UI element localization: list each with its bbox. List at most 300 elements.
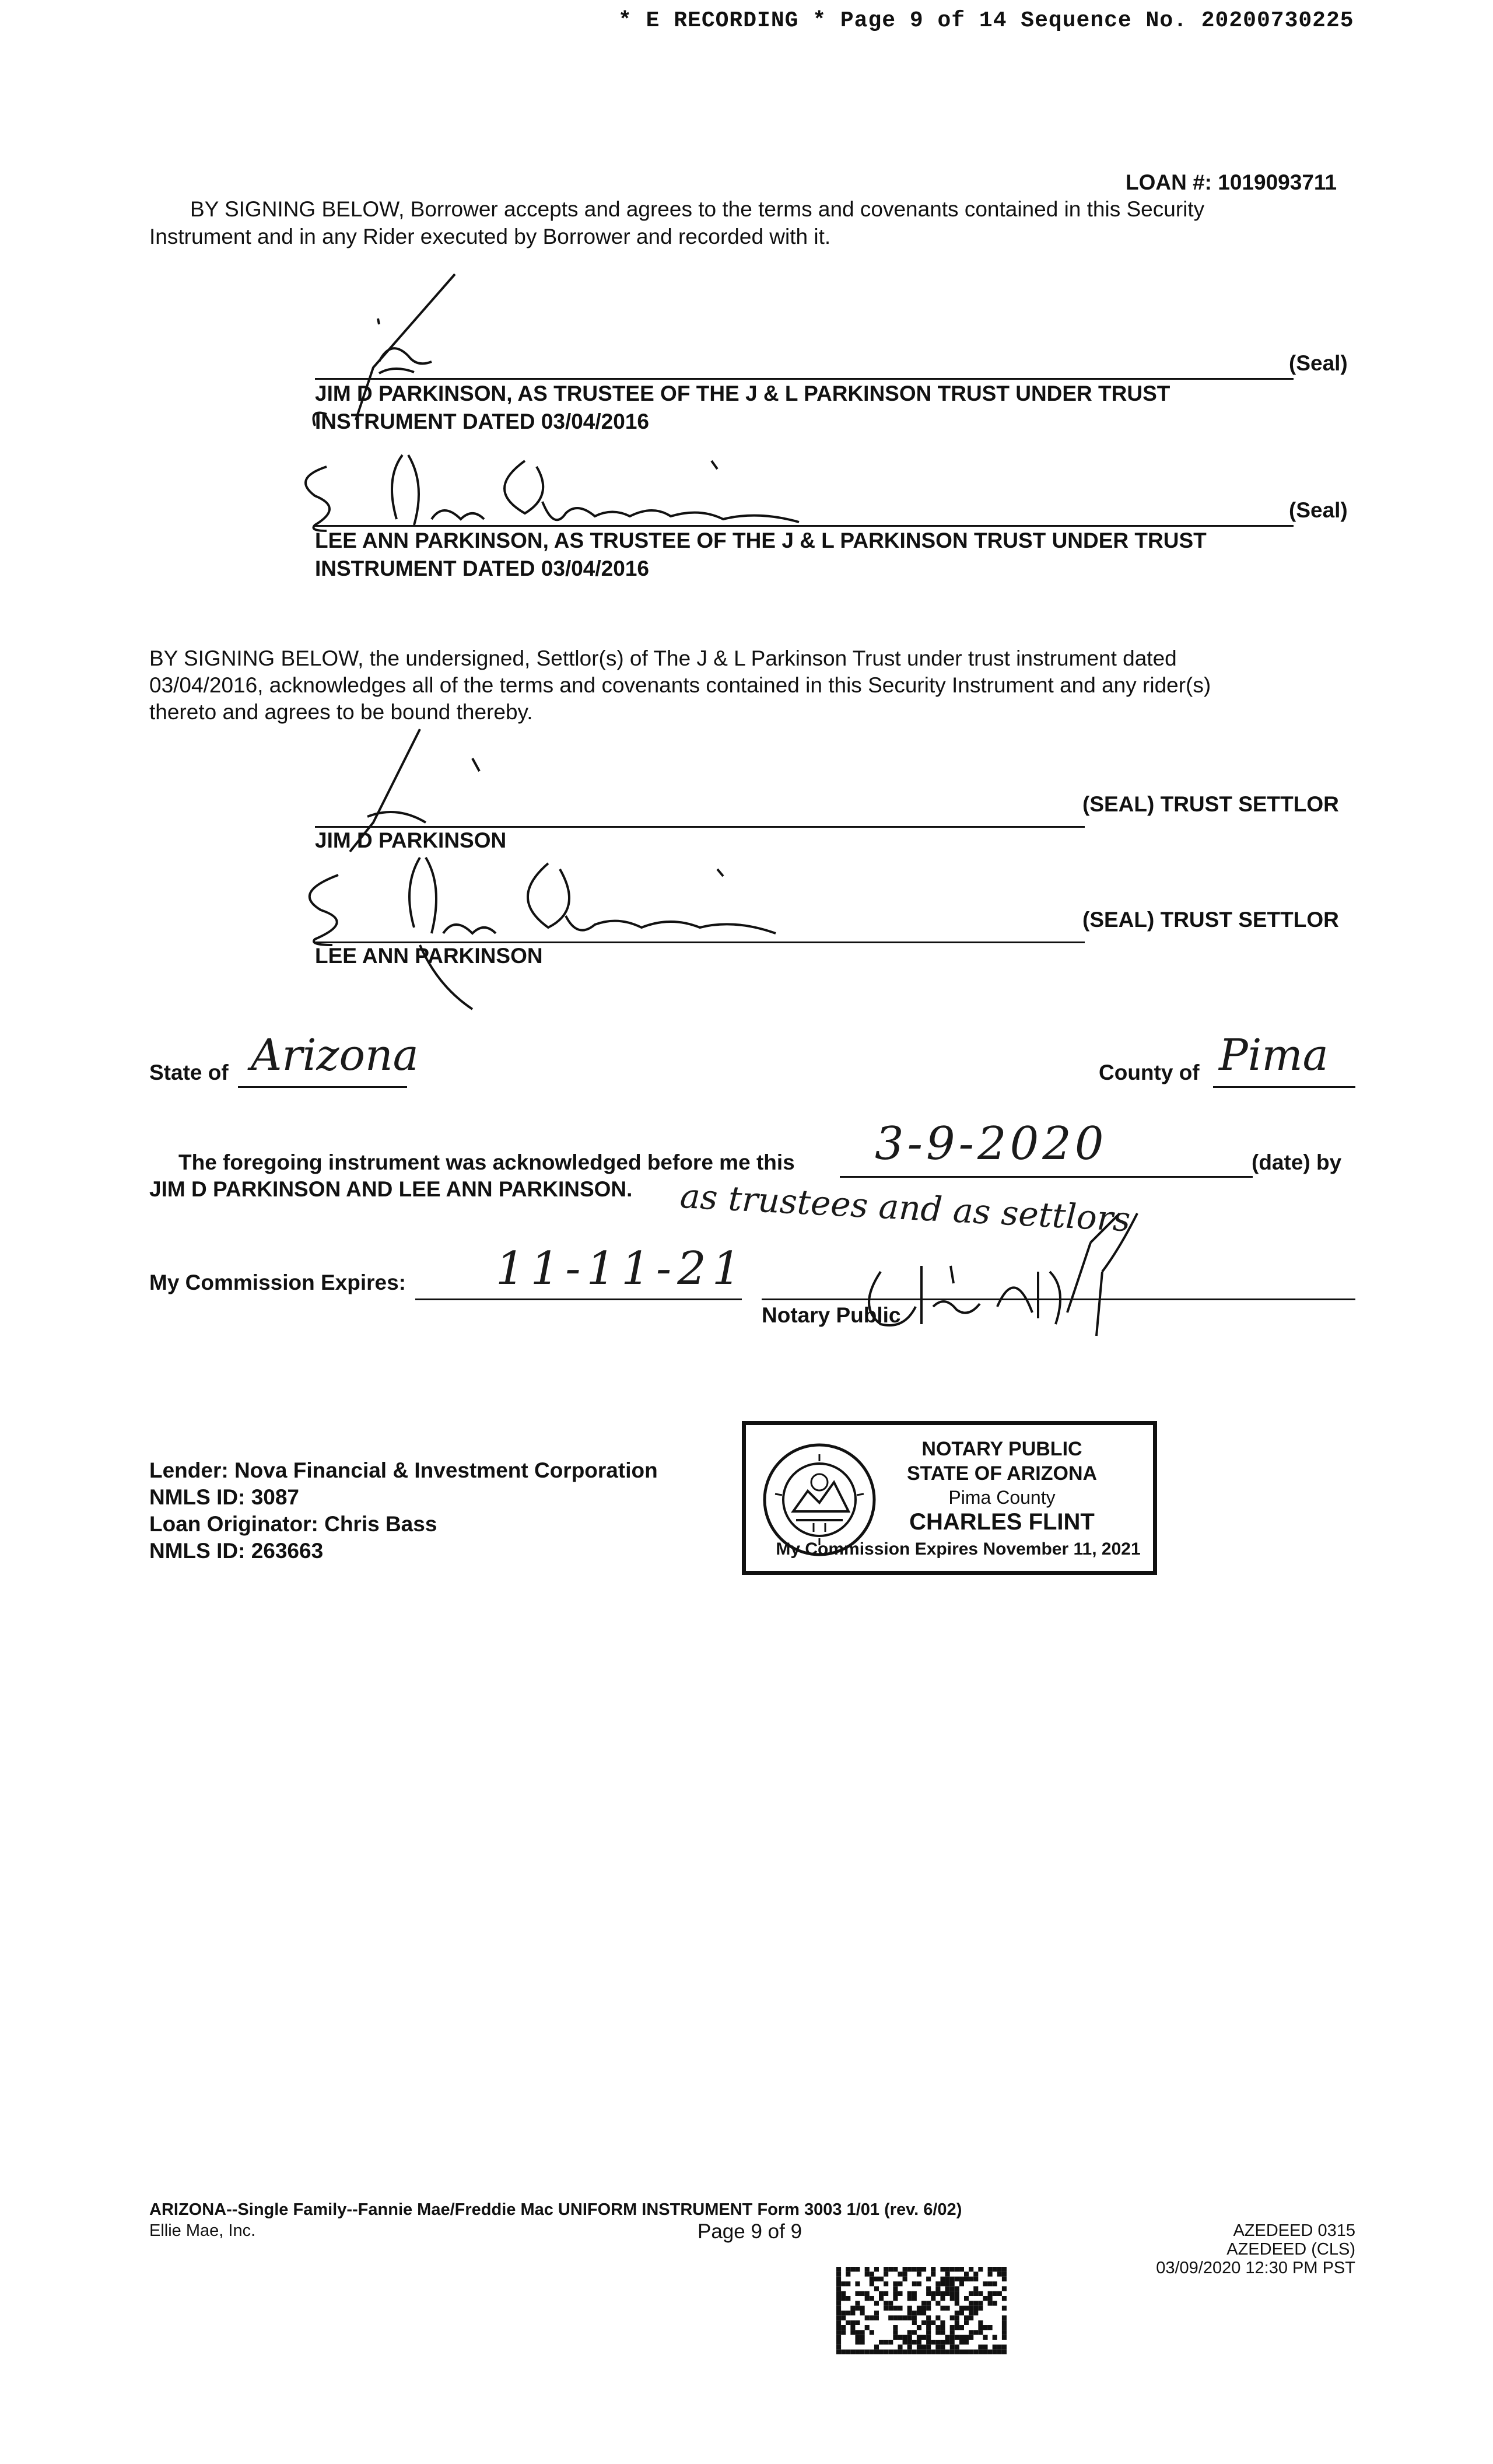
barcode-module bbox=[903, 2350, 907, 2354]
barcode-module bbox=[931, 2267, 935, 2272]
barcode-module bbox=[973, 2291, 978, 2296]
barcode-module bbox=[841, 2291, 846, 2296]
barcode-module bbox=[836, 2340, 841, 2344]
barcode-module bbox=[1002, 2267, 1007, 2272]
barcode-module bbox=[993, 2267, 997, 2272]
barcode-module bbox=[855, 2340, 860, 2344]
barcode-module bbox=[888, 2301, 893, 2305]
barcode-module bbox=[874, 2311, 879, 2315]
borrower-sig-line-2 bbox=[315, 525, 1294, 527]
barcode-module bbox=[931, 2350, 935, 2354]
barcode-module bbox=[860, 2340, 865, 2344]
state-value: Arizona bbox=[251, 1030, 419, 1080]
footer-company: Ellie Mae, Inc. bbox=[149, 2221, 256, 2240]
barcode-module bbox=[912, 2291, 917, 2296]
barcode-module bbox=[935, 2286, 940, 2291]
barcode-module bbox=[964, 2350, 969, 2354]
settlor-ack-line3: thereto and agrees to be bound thereby. bbox=[149, 700, 533, 724]
barcode-module bbox=[931, 2296, 935, 2301]
barcode-module bbox=[860, 2330, 865, 2334]
barcode-module bbox=[940, 2344, 945, 2349]
barcode-module bbox=[841, 2325, 846, 2330]
barcode-module bbox=[917, 2340, 921, 2344]
barcode-module bbox=[907, 2315, 912, 2320]
barcode-module bbox=[846, 2281, 850, 2286]
barcode-module bbox=[893, 2291, 898, 2296]
barcode-module bbox=[860, 2311, 865, 2315]
barcode-module bbox=[935, 2315, 940, 2320]
barcode-module bbox=[893, 2281, 898, 2286]
barcode-module bbox=[884, 2350, 888, 2354]
barcode-module bbox=[836, 2291, 841, 2296]
barcode-module bbox=[955, 2291, 959, 2296]
barcode-module bbox=[893, 2350, 898, 2354]
barcode-module bbox=[940, 2267, 945, 2272]
barcode-module bbox=[978, 2306, 983, 2311]
barcode-module bbox=[973, 2277, 978, 2281]
barcode-module bbox=[950, 2267, 955, 2272]
barcode-module bbox=[935, 2350, 940, 2354]
settlor-label-2: (SEAL) TRUST SETTLOR bbox=[1082, 908, 1339, 932]
barcode-module bbox=[870, 2296, 874, 2301]
barcode-module bbox=[865, 2315, 870, 2320]
barcode-module bbox=[983, 2335, 987, 2340]
barcode-module bbox=[912, 2281, 917, 2286]
originator-nmls: NMLS ID: 263663 bbox=[149, 1539, 324, 1563]
barcode-module bbox=[893, 2330, 898, 2334]
footer-timestamp: 03/09/2020 12:30 PM PST bbox=[1156, 2259, 1355, 2277]
barcode-module bbox=[846, 2296, 850, 2301]
barcode-module bbox=[978, 2330, 983, 2334]
notary-seal-stamp bbox=[742, 1421, 1157, 1575]
county-label: County of bbox=[1099, 1060, 1200, 1084]
barcode-module bbox=[945, 2291, 950, 2296]
notary-public-label: Notary Public bbox=[762, 1303, 901, 1327]
barcode-module bbox=[836, 2350, 841, 2354]
footer-code-2: AZEDEED (CLS) bbox=[1226, 2240, 1355, 2259]
barcode-module bbox=[988, 2267, 993, 2272]
barcode-module bbox=[988, 2291, 993, 2296]
barcode-module bbox=[993, 2301, 997, 2305]
barcode-module bbox=[945, 2306, 950, 2311]
barcode-module bbox=[907, 2296, 912, 2301]
barcode-module bbox=[1002, 2286, 1007, 2291]
barcode-module bbox=[846, 2320, 850, 2325]
barcode-module bbox=[945, 2277, 950, 2281]
barcode-module bbox=[1002, 2272, 1007, 2276]
barcode-module bbox=[950, 2277, 955, 2281]
barcode-module bbox=[955, 2335, 959, 2340]
barcode-module bbox=[874, 2344, 879, 2349]
barcode-module bbox=[893, 2325, 898, 2330]
barcode-module bbox=[955, 2301, 959, 2305]
barcode-module bbox=[874, 2286, 879, 2291]
barcode-module bbox=[879, 2340, 884, 2344]
barcode-module bbox=[964, 2335, 969, 2340]
barcode-module bbox=[940, 2281, 945, 2286]
barcode-module bbox=[969, 2335, 973, 2340]
barcode-module bbox=[973, 2350, 978, 2354]
barcode-module bbox=[978, 2320, 983, 2325]
barcode-module bbox=[1002, 2277, 1007, 2281]
barcode-module bbox=[950, 2315, 955, 2320]
borrower-seal-2: (Seal) bbox=[1289, 498, 1348, 522]
barcode-module bbox=[993, 2291, 997, 2296]
barcode-module bbox=[884, 2281, 888, 2286]
barcode-module bbox=[969, 2267, 973, 2272]
borrower-name-1-line1: JIM D PARKINSON, AS TRUSTEE OF THE J & L PARKINSON TRUST UNDER TRUST bbox=[315, 382, 1170, 405]
barcode-module bbox=[874, 2315, 879, 2320]
barcode-module bbox=[988, 2296, 993, 2301]
barcode-module bbox=[940, 2340, 945, 2344]
state-label: State of bbox=[149, 1060, 229, 1084]
barcode-module bbox=[912, 2311, 917, 2315]
barcode-module bbox=[903, 2315, 907, 2320]
barcode-module bbox=[935, 2281, 940, 2286]
barcode-module bbox=[969, 2330, 973, 2334]
barcode-module bbox=[836, 2335, 841, 2340]
barcode-module bbox=[973, 2272, 978, 2276]
barcode-module bbox=[1002, 2315, 1007, 2320]
barcode-module bbox=[893, 2335, 898, 2340]
barcode-module bbox=[898, 2344, 902, 2349]
barcode-module bbox=[959, 2306, 964, 2311]
barcode-module bbox=[870, 2277, 874, 2281]
barcode-module bbox=[850, 2320, 855, 2325]
barcode-module bbox=[955, 2296, 959, 2301]
barcode-module bbox=[884, 2301, 888, 2305]
seal-line-5: My Commission Expires November 11, 2021 bbox=[776, 1539, 1141, 1559]
barcode-module bbox=[893, 2267, 898, 2272]
barcode-module bbox=[898, 2272, 902, 2276]
barcode-module bbox=[997, 2350, 1002, 2354]
barcode-module bbox=[935, 2344, 940, 2349]
barcode-module bbox=[955, 2344, 959, 2349]
barcode-module bbox=[950, 2325, 955, 2330]
barcode-module bbox=[988, 2350, 993, 2354]
barcode-module bbox=[978, 2301, 983, 2305]
barcode-icon bbox=[836, 2267, 1007, 2354]
seal-line-3: Pima County bbox=[948, 1487, 1056, 1508]
barcode-module bbox=[921, 2306, 926, 2311]
barcode-module bbox=[893, 2315, 898, 2320]
barcode-module bbox=[926, 2277, 931, 2281]
barcode-module bbox=[945, 2335, 950, 2340]
barcode-module bbox=[983, 2344, 987, 2349]
barcode-module bbox=[841, 2296, 846, 2301]
barcode-module bbox=[912, 2320, 917, 2325]
barcode-module bbox=[955, 2286, 959, 2291]
barcode-module bbox=[879, 2277, 884, 2281]
barcode-module bbox=[959, 2350, 964, 2354]
barcode-module bbox=[865, 2291, 870, 2296]
barcode-module bbox=[978, 2267, 983, 2272]
barcode-module bbox=[907, 2291, 912, 2296]
barcode-module bbox=[969, 2277, 973, 2281]
barcode-module bbox=[973, 2306, 978, 2311]
barcode-module bbox=[940, 2306, 945, 2311]
barcode-module bbox=[917, 2350, 921, 2354]
barcode-module bbox=[950, 2286, 955, 2291]
ack-date-line bbox=[840, 1176, 1253, 1178]
barcode-module bbox=[836, 2311, 841, 2315]
barcode-module bbox=[921, 2301, 926, 2305]
barcode-module bbox=[940, 2296, 945, 2301]
barcode-module bbox=[907, 2330, 912, 2334]
barcode-module bbox=[921, 2320, 926, 2325]
barcode-module bbox=[997, 2291, 1002, 2296]
barcode-module bbox=[988, 2281, 993, 2286]
seal-line-2: STATE OF ARIZONA bbox=[906, 1462, 1098, 1485]
barcode-module bbox=[959, 2267, 964, 2272]
barcode-module bbox=[874, 2277, 879, 2281]
barcode-module bbox=[926, 2335, 931, 2340]
barcode-module bbox=[1002, 2330, 1007, 2334]
barcode-module bbox=[959, 2325, 964, 2330]
notary-sig-line bbox=[762, 1298, 1355, 1300]
settlor-name-1: JIM D PARKINSON bbox=[315, 828, 507, 852]
barcode-module bbox=[903, 2335, 907, 2340]
barcode-module bbox=[865, 2296, 870, 2301]
barcode-module bbox=[988, 2325, 993, 2330]
barcode-module bbox=[903, 2340, 907, 2344]
barcode-module bbox=[912, 2350, 917, 2354]
borrower-ack-line2: Instrument and in any Rider executed by Borrower and recorded with it. bbox=[149, 225, 831, 249]
barcode-module bbox=[964, 2340, 969, 2344]
barcode-module bbox=[898, 2306, 902, 2311]
barcode-module bbox=[921, 2335, 926, 2340]
barcode-module bbox=[964, 2315, 969, 2320]
notary-ack-text: The foregoing instrument was acknowledged before me this bbox=[178, 1150, 795, 1174]
barcode-module bbox=[912, 2340, 917, 2344]
barcode-module bbox=[898, 2335, 902, 2340]
settlor-ack-line1: BY SIGNING BELOW, the undersigned, Settlor(s) of The J & L Parkinson Trust under trust instrument dated bbox=[149, 646, 1177, 670]
barcode-module bbox=[935, 2325, 940, 2330]
barcode-module bbox=[870, 2315, 874, 2320]
barcode-module bbox=[836, 2281, 841, 2286]
barcode-module bbox=[836, 2267, 841, 2272]
barcode-module bbox=[855, 2301, 860, 2305]
barcode-module bbox=[926, 2315, 931, 2320]
barcode-module bbox=[846, 2272, 850, 2276]
barcode-module bbox=[969, 2306, 973, 2311]
barcode-module bbox=[907, 2344, 912, 2349]
barcode-module bbox=[1002, 2325, 1007, 2330]
barcode-module bbox=[931, 2340, 935, 2344]
loan-number bbox=[1126, 170, 1337, 195]
barcode-module bbox=[964, 2272, 969, 2276]
barcode-module bbox=[940, 2325, 945, 2330]
barcode-module bbox=[955, 2320, 959, 2325]
barcode-module bbox=[935, 2340, 940, 2344]
barcode-module bbox=[931, 2291, 935, 2296]
barcode-module bbox=[950, 2340, 955, 2344]
barcode-module bbox=[973, 2286, 978, 2291]
barcode-module bbox=[983, 2325, 987, 2330]
barcode-module bbox=[921, 2350, 926, 2354]
barcode-module bbox=[855, 2267, 860, 2272]
barcode-module bbox=[855, 2330, 860, 2334]
borrower-sig-line-1 bbox=[315, 378, 1294, 380]
barcode-module bbox=[969, 2350, 973, 2354]
barcode-module bbox=[870, 2350, 874, 2354]
barcode-module bbox=[870, 2272, 874, 2276]
barcode-module bbox=[950, 2344, 955, 2349]
barcode-module bbox=[893, 2286, 898, 2291]
barcode-module bbox=[955, 2277, 959, 2281]
barcode-module bbox=[841, 2330, 846, 2334]
county-line bbox=[1213, 1086, 1355, 1088]
barcode-module bbox=[969, 2315, 973, 2320]
barcode-module bbox=[997, 2267, 1002, 2272]
barcode-module bbox=[988, 2272, 993, 2276]
barcode-module bbox=[950, 2350, 955, 2354]
barcode-module bbox=[950, 2335, 955, 2340]
barcode-module bbox=[907, 2267, 912, 2272]
barcode-module bbox=[945, 2267, 950, 2272]
barcode-module bbox=[855, 2281, 860, 2286]
barcode-module bbox=[935, 2330, 940, 2334]
barcode-module bbox=[969, 2301, 973, 2305]
barcode-module bbox=[888, 2315, 893, 2320]
footer-page: Page 9 of 9 bbox=[698, 2220, 802, 2243]
borrower-name-2-line2: INSTRUMENT DATED 03/04/2016 bbox=[315, 556, 649, 580]
barcode-module bbox=[926, 2286, 931, 2291]
barcode-module bbox=[955, 2315, 959, 2320]
barcode-module bbox=[983, 2296, 987, 2301]
barcode-module bbox=[917, 2267, 921, 2272]
barcode-module bbox=[836, 2301, 841, 2305]
barcode-module bbox=[855, 2350, 860, 2354]
borrower-seal-1: (Seal) bbox=[1289, 351, 1348, 375]
barcode-module bbox=[893, 2296, 898, 2301]
barcode-module bbox=[926, 2301, 931, 2305]
settlor-name-2: LEE ANN PARKINSON bbox=[315, 944, 543, 968]
barcode-module bbox=[907, 2311, 912, 2315]
barcode-module bbox=[836, 2296, 841, 2301]
barcode-module bbox=[903, 2277, 907, 2281]
barcode-module bbox=[836, 2320, 841, 2325]
barcode-module bbox=[955, 2267, 959, 2272]
barcode-module bbox=[888, 2350, 893, 2354]
commission-line bbox=[415, 1298, 742, 1300]
barcode-module bbox=[964, 2306, 969, 2311]
barcode-module bbox=[841, 2350, 846, 2354]
barcode-module bbox=[903, 2272, 907, 2276]
loan-originator: Loan Originator: Chris Bass bbox=[149, 1512, 437, 1536]
recording-header: * E RECORDING * Page 9 of 14 Sequence No. 20200730225 bbox=[618, 8, 1354, 33]
barcode-module bbox=[841, 2315, 846, 2320]
barcode-module bbox=[907, 2306, 912, 2311]
barcode-module bbox=[836, 2315, 841, 2320]
barcode-module bbox=[874, 2301, 879, 2305]
barcode-module bbox=[850, 2306, 855, 2311]
borrower-ack-line1: BY SIGNING BELOW, Borrower accepts and agrees to the terms and covenants contained in this Security bbox=[190, 197, 1205, 221]
state-line bbox=[238, 1086, 407, 1088]
barcode-module bbox=[917, 2325, 921, 2330]
settlor-ack-line2: 03/04/2016, acknowledges all of the terms and covenants contained in this Security Instrument and any rider(s) bbox=[149, 673, 1211, 697]
barcode-module bbox=[855, 2335, 860, 2340]
barcode-module bbox=[917, 2344, 921, 2349]
barcode-module bbox=[836, 2277, 841, 2281]
barcode-module bbox=[993, 2281, 997, 2286]
barcode-module bbox=[978, 2325, 983, 2330]
lender-name: Lender: Nova Financial & Investment Corporation bbox=[149, 1458, 658, 1482]
loan-label: LOAN #: bbox=[1126, 170, 1212, 194]
barcode-module bbox=[917, 2335, 921, 2340]
barcode-module bbox=[978, 2291, 983, 2296]
barcode-module bbox=[940, 2291, 945, 2296]
barcode-module bbox=[879, 2350, 884, 2354]
barcode-module bbox=[926, 2344, 931, 2349]
barcode-module bbox=[969, 2291, 973, 2296]
barcode-module bbox=[931, 2272, 935, 2276]
barcode-module bbox=[898, 2281, 902, 2286]
barcode-module bbox=[950, 2296, 955, 2301]
barcode-module bbox=[841, 2281, 846, 2286]
barcode-module bbox=[964, 2277, 969, 2281]
barcode-module bbox=[921, 2344, 926, 2349]
barcode-module bbox=[959, 2281, 964, 2286]
barcode-module bbox=[855, 2306, 860, 2311]
barcode-module bbox=[959, 2277, 964, 2281]
commission-label: My Commission Expires: bbox=[149, 1270, 406, 1294]
barcode-module bbox=[926, 2330, 931, 2334]
barcode-module bbox=[940, 2330, 945, 2334]
barcode-module bbox=[836, 2325, 841, 2330]
barcode-module bbox=[940, 2350, 945, 2354]
barcode-module bbox=[836, 2286, 841, 2291]
barcode-module bbox=[850, 2350, 855, 2354]
barcode-module bbox=[950, 2330, 955, 2334]
notary-signature bbox=[846, 1190, 1207, 1365]
barcode-module bbox=[926, 2340, 931, 2344]
barcode-module bbox=[860, 2350, 865, 2354]
barcode-module bbox=[860, 2335, 865, 2340]
barcode-module bbox=[1002, 2306, 1007, 2311]
barcode-module bbox=[870, 2330, 874, 2334]
settlor-sig-line-1 bbox=[315, 826, 1085, 828]
settlor-sig-line-2 bbox=[315, 942, 1085, 943]
footer-form-line: ARIZONA--Single Family--Fannie Mae/Freddie Mac UNIFORM INSTRUMENT Form 3003 1/01 (rev. 6/02) bbox=[149, 2200, 962, 2219]
barcode-module bbox=[926, 2320, 931, 2325]
barcode-module bbox=[917, 2281, 921, 2286]
barcode-module bbox=[940, 2277, 945, 2281]
barcode-module bbox=[945, 2281, 950, 2286]
ack-date-value: 3-9-2020 bbox=[875, 1118, 1108, 1170]
barcode-module bbox=[846, 2350, 850, 2354]
barcode-module bbox=[926, 2306, 931, 2311]
barcode-module bbox=[917, 2272, 921, 2276]
barcode-module bbox=[879, 2296, 884, 2301]
borrower-name-2-line1: LEE ANN PARKINSON, AS TRUSTEE OF THE J & L PARKINSON TRUST UNDER TRUST bbox=[315, 528, 1207, 552]
barcode-module bbox=[884, 2291, 888, 2296]
barcode-module bbox=[983, 2350, 987, 2354]
barcode-module bbox=[926, 2350, 931, 2354]
barcode-module bbox=[855, 2291, 860, 2296]
barcode-module bbox=[850, 2267, 855, 2272]
barcode-module bbox=[978, 2344, 983, 2349]
signature-lee-ann-settlor bbox=[292, 852, 828, 1015]
commission-value: 11-11-21 bbox=[496, 1242, 747, 1295]
barcode-module bbox=[865, 2272, 870, 2276]
barcode-module bbox=[1002, 2344, 1007, 2349]
barcode-module bbox=[846, 2267, 850, 2272]
barcode-module bbox=[874, 2267, 879, 2272]
barcode-module bbox=[964, 2320, 969, 2325]
barcode-module bbox=[993, 2344, 997, 2349]
barcode-module bbox=[926, 2291, 931, 2296]
